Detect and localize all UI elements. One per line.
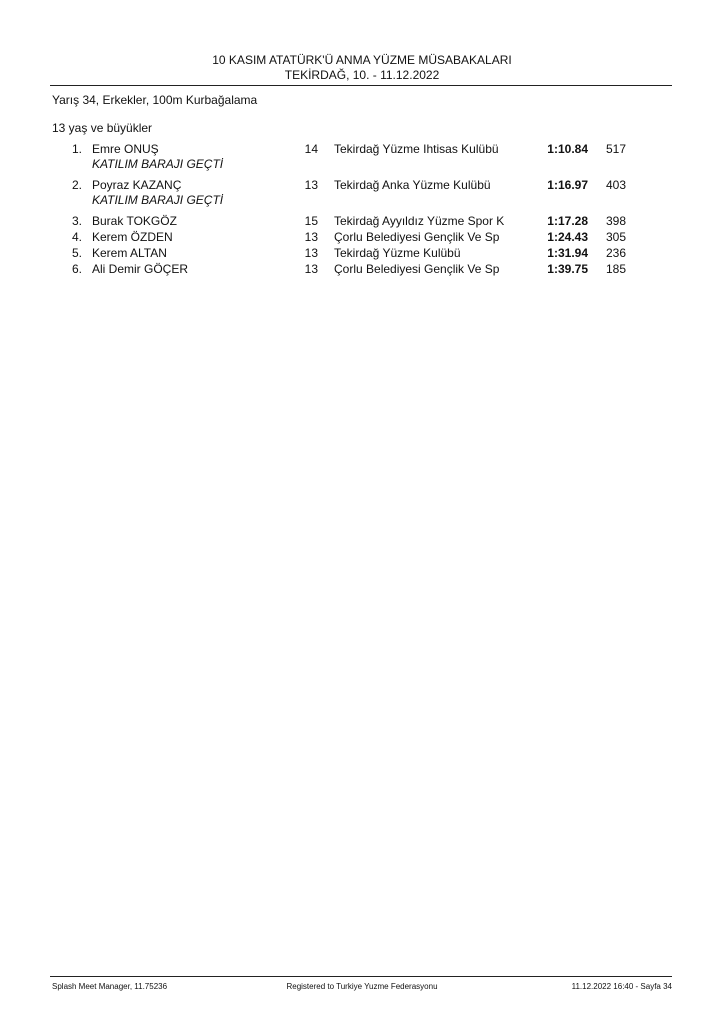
result-points: 236 bbox=[606, 246, 627, 260]
result-place: 6. bbox=[71, 262, 82, 276]
swimmer-age: 13 bbox=[304, 246, 318, 260]
club-name: Tekirdağ Yüzme Ihtisas Kulübü bbox=[334, 142, 499, 156]
result-time: 1:31.94 bbox=[547, 246, 588, 260]
results-list bbox=[0, 142, 724, 278]
swimmer-age: 14 bbox=[304, 142, 318, 156]
swimmer-name: Ali Demir GÖÇER bbox=[92, 262, 189, 276]
footer-date-page: 11.12.2022 16:40 - Sayfa 34 bbox=[571, 982, 672, 991]
result-row bbox=[0, 262, 724, 278]
qualification-note: KATILIM BARAJI GEÇTİ bbox=[92, 157, 224, 171]
swimmer-age: 13 bbox=[304, 262, 318, 276]
result-points: 398 bbox=[606, 214, 627, 228]
result-row bbox=[0, 230, 724, 246]
swimmer-age: 13 bbox=[304, 178, 318, 192]
swimmer-age: 13 bbox=[304, 230, 318, 244]
swimmer-name: Emre ONUŞ bbox=[92, 142, 159, 156]
swimmer-name: Kerem ALTAN bbox=[92, 246, 167, 260]
footer-registration: Registered to Turkiye Yuzme Federasyonu bbox=[286, 982, 438, 991]
footer-software: Splash Meet Manager, 11.75236 bbox=[52, 982, 168, 991]
page-header bbox=[0, 53, 724, 83]
result-place: 1. bbox=[71, 142, 82, 156]
result-row bbox=[0, 178, 724, 214]
result-points: 403 bbox=[606, 178, 627, 192]
club-name: Çorlu Belediyesi Gençlik Ve Sp bbox=[334, 262, 500, 276]
header-divider bbox=[50, 85, 672, 86]
event-title: Yarış 34, Erkekler, 100m Kurbağalama bbox=[52, 93, 258, 107]
result-points: 305 bbox=[606, 230, 627, 244]
result-time: 1:39.75 bbox=[547, 262, 588, 276]
result-place: 5. bbox=[71, 246, 82, 260]
swimmer-age: 15 bbox=[304, 214, 318, 228]
meet-title: 10 KASIM ATATÜRK'Ü ANMA YÜZME MÜSABAKALARI bbox=[212, 53, 512, 67]
meet-location-date: TEKİRDAĞ, 10. - 11.12.2022 bbox=[284, 68, 440, 82]
result-time: 1:17.28 bbox=[547, 214, 588, 228]
result-row bbox=[0, 246, 724, 262]
footer-divider bbox=[50, 976, 672, 977]
club-name: Tekirdağ Anka Yüzme Kulübü bbox=[334, 178, 491, 192]
result-time: 1:10.84 bbox=[547, 142, 588, 156]
club-name: Çorlu Belediyesi Gençlik Ve Sp bbox=[334, 230, 500, 244]
qualification-note: KATILIM BARAJI GEÇTİ bbox=[92, 193, 224, 207]
swimmer-name: Burak TOKGÖZ bbox=[92, 214, 177, 228]
swimmer-name: Kerem ÖZDEN bbox=[92, 230, 173, 244]
result-place: 4. bbox=[71, 230, 82, 244]
age-group-label: 13 yaş ve büyükler bbox=[52, 121, 153, 135]
result-time: 1:16.97 bbox=[547, 178, 588, 192]
club-name: Tekirdağ Yüzme Kulübü bbox=[334, 246, 461, 260]
result-row bbox=[0, 214, 724, 230]
club-name: Tekirdağ Ayyıldız Yüzme Spor K bbox=[334, 214, 505, 228]
result-points: 517 bbox=[606, 142, 627, 156]
result-row bbox=[0, 142, 724, 178]
result-place: 3. bbox=[71, 214, 82, 228]
result-points: 185 bbox=[606, 262, 627, 276]
result-time: 1:24.43 bbox=[547, 230, 588, 244]
result-place: 2. bbox=[71, 178, 82, 192]
swimmer-name: Poyraz KAZANÇ bbox=[92, 178, 182, 192]
